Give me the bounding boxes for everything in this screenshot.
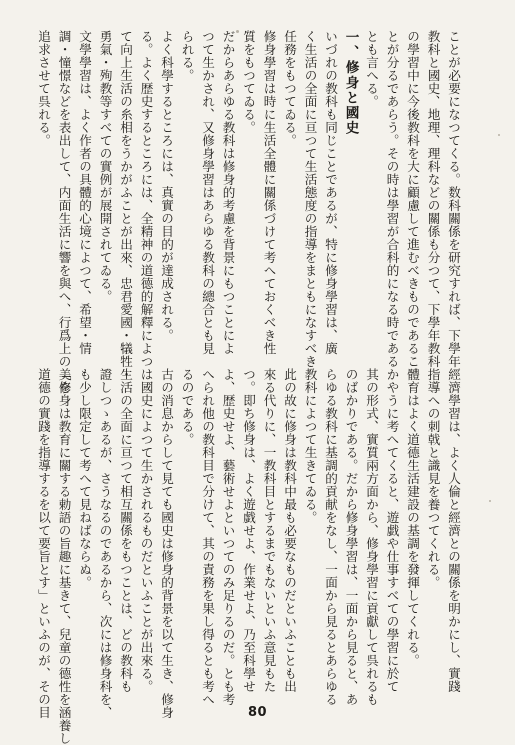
- section-heading: 一、修身と國史: [342, 30, 359, 136]
- page-number: 80: [247, 705, 268, 720]
- text-column: 此の故に修身は教科中最も必要なものだといふことも出: [282, 368, 297, 693]
- text-column: いづれの教科も同じことであるが、特に修身學習は、廣: [323, 30, 338, 355]
- text-column: 任務をもつてゐる。: [282, 30, 297, 147]
- text-column: つ。即ち修身は、よく遊戯せよ、作業せよ、乃至科學せ: [241, 368, 256, 693]
- text-column: 其の形式、實質兩方面から、修身學習に貢獻して呉れるも: [364, 368, 379, 706]
- text-column: のばかりである。だから修身學習は、一面から見ると、あ: [343, 368, 359, 706]
- text-column: とが分るであらう。その時は學習が合科的になる時である: [384, 30, 400, 368]
- text-column: 質をもつてゐる。: [241, 30, 256, 134]
- text-column: 修身學習は時に生活全體に關係づけて考へておくべき性: [261, 30, 277, 355]
- text-column: は國史によつて生かされるものだといふことが出來る。: [138, 368, 154, 693]
- paper-speck: [498, 134, 500, 136]
- text-column: よ、歴史せよ、藝術せよといつてのみ足りるのだ。とも考: [220, 368, 236, 706]
- text-column: らゆる教科に基調的貢献をなし、一面から見るとあらゆる: [323, 368, 338, 706]
- text-column: 教科によつて生きてゐる。: [302, 368, 318, 524]
- text-column: とも言へる。: [364, 30, 379, 108]
- text-column: 文學學習は、よく作者の具體的心境によつて、希望・情: [77, 30, 92, 355]
- text-column: 經濟學習は、よく人倫と經濟との關係を明かにし、實踐: [446, 368, 461, 693]
- text-column: ことが必要になつてくる。数科關係を研究すれば、下學年: [446, 30, 461, 368]
- text-column: 勇氣・殉教等すべての實例が展開されてゐる。: [97, 30, 113, 303]
- text-column: て向上生活の糸相をうかがふことが出來、忠君愛國・犠牲・: [118, 30, 133, 381]
- text-column: られる。: [179, 30, 195, 82]
- text-column: るのである。: [179, 368, 195, 446]
- paper-speck: [236, 30, 239, 33]
- text-column: 教科と國史、地理、理科などの關係も分つて、下學年教科: [425, 30, 441, 368]
- text-column: かやうに考へてくると、遊戯や仕事すべての學習に於て: [384, 368, 400, 693]
- text-column: 道德の實踐を指導するを以て要旨とす」といふのが、その目: [36, 368, 51, 719]
- text-column: だからあらゆる教科は修身的考慮を背景にもつことによ: [220, 30, 236, 355]
- text-column: 來る代りに、一教科目とするまでもないといふ意見もた: [261, 368, 277, 693]
- text-column: る。よく歴史するところには、全精神の道德的解釋によつ: [138, 30, 154, 368]
- text-column: 指導への刺戟と識見を養つてくれる。: [425, 368, 441, 589]
- text-column: 「修身は教育に關する勅語の旨趣に基きて、兒童の德性を涵養し: [56, 368, 72, 745]
- text-column: 古の消息からして見ても國史は修身的背景を以て生き、修身: [159, 368, 174, 719]
- text-column: つて生かされ、又修身學習はあらゆる教科の總合とも見: [200, 30, 215, 355]
- paper-speck: [489, 500, 491, 502]
- text-column: よく科學するところには、真實の目的が達成される。: [159, 30, 174, 342]
- text-column: も少し限定して考へて見ねばならぬ。: [77, 368, 92, 589]
- text-column: 調・憧憬などを表出して、内面生活に響を與へ、行爲上の美を: [56, 30, 72, 394]
- text-column: 體育はよく道德生活建設の基調を發揮してくれる。: [405, 368, 420, 667]
- text-column: へられ他の教科目で分けて、其の責務を果し得るとも考へ: [200, 368, 215, 706]
- text-column: 生活の全面に亘つて相互關係をもつことは、どの教科も: [118, 368, 133, 693]
- text-column: の學習中に今後教科を大に顧慮して進むべきものであるこ: [405, 30, 420, 368]
- text-column: 證しつゝあるが、さうなるのであるから、次には修身科を、: [97, 368, 113, 719]
- text-column: く生活の全面に亘つて生活態度の指導をまともになすべき: [302, 30, 318, 368]
- upper-text-block: [33, 30, 464, 394]
- text-column: 追求させて呉れる。: [36, 30, 51, 147]
